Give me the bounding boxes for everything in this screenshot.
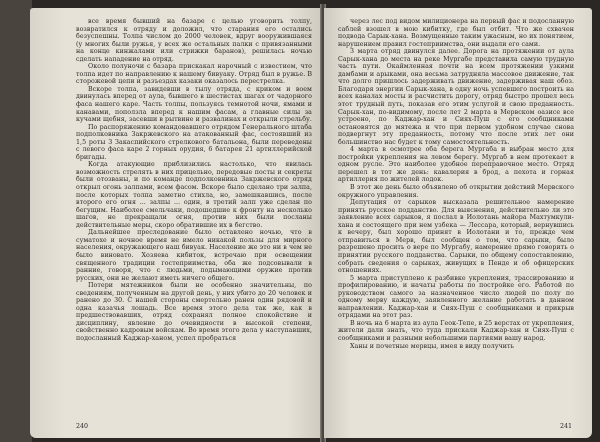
right-paragraph: 3 марта отряд двинулся далее. Дорога на протяжении от аула Сарык-хана до места на реке Мургабе представила самую трудную часть пути. Окаймленная почти на всем протяжении узкими дамбами и арыками, она весьма затрудняла массовое движение, так что долго пришлось задерживать движение, задерживая наш обоз. Благодаря энергии Сарык-хана, в одну ночь успевшего построить на всех каналах мосты и расчистить дорогу, отряд быстро прошел весь этот трудный путь, показав его этим услугой и свою преданность. Сарык-хан, по-видимому, после лет 2 марта в Мервском оазисе все устроено, по Каджар-хан и Сиях-Пуш с его сообщниками остановятся до мятежа и что при первом удобном случае снова подвергнут эту преданность, потому что после этих лет они большинство нас будет к тому самостоятельность. [338, 48, 574, 146]
right-paragraph: через лес под видом милиционера на первый фас и подосланную саблей взошел в мою кибитку, где был отбит. Что же схвачен подвода Сарык-хана. Возмущенные таким ужасным, но их понятием, нарушением правил гостеприимства, они выдали его сами. [338, 18, 574, 48]
page-number-right: 241 [559, 423, 572, 430]
right-paragraph: Депутация от сарыков высказала решительное намерение принять русское подданство. Для выяснения, действительно ли это заявление всех сарыков, я послал в Иолотань майора Махтумкули-хана и состоящего при нем узбека — Лессара, который, вернувшись к вечеру, был хорошо принят в Иолотани и то, прежде чем отправиться в Мерв, был сообщен о том, что сарыки, было разрешено просить о вере по Мургабу, намерение прямо говорить о принятии русского подданства. Сарыки, по общему сопоставлению, собрать сведения о сарыках, живущих в Пенде и об офицерских отношениях. [338, 199, 574, 275]
right-page [324, 8, 592, 438]
left-paragraph: Когда атакующие приблизились настолько, что явилась возможность стрелять в них прицельно, передовые посты и секреты были отозваны, и по команде подполковника Закржевского отряд открыл огонь залпами, всем фасом. Вскоре было сделано три залпа, после которых толпа заметно стихла, но, замешкавшись, после второго его огня ... залпы ... один, в третий залп уже сделан по бегущим. Наиболее смельчаки, подошедшие к фронту на несколько шагов, не прекращали огня, против них были посланы действительные меры, скоро обратившие их в бегство. [76, 161, 312, 229]
page-number-left: 240 [76, 423, 89, 430]
left-paragraph: Около полуночи с базара прискакал нарочный с известием, что толпа идет по направлению к нашему бивуаку. Отряд был в ружье. В сторожевой цепи и разъездах казаки оказалось перестрелка. [76, 63, 312, 86]
right-paragraph: В ночь на 6 марта из аула Геок-Тепе, в 25 верстах от укрепления, жители дали знать, что туда прискали Каджар-хан и Сиях-Пуш с сообщниками и разными небольшими партиями вашу народ. [338, 319, 574, 342]
page-edges [0, 0, 32, 442]
right-paragraph: 4 марта в осмотрее оба берега Мургаба и выбран место для постройки укрепления на левом берегу. Мургаб в нем протекает в одном русле. Это наиболее удобное переправочное место. Отряд перешел в тот же день: кавалерия в брод, а пехота и горная артиллерия по жителей лодок. [338, 146, 574, 184]
left-paragraph: Дальнейшее преследование было оставлено ночью, что в суматохе и ночное время не имело никакой пользы для мирного населения, окружающего наш бивуак. Население же это ни в чем не было виновато. Хозяева кибиток, встречаю при освещении священного традиции гостеприимства, оба же подсовывали в ранние, говоря, что с людьми, подымающими оружие против русских, они не желают иметь ничего общего. [76, 229, 312, 282]
left-page [30, 8, 322, 438]
left-paragraph: Вскоре толпа, завидевши в тылу отряда, с криком и воем двинулась вперед от аула, бывшего в шестистах шагах от чадорного фаса нашего каре. Часть толпы, пользуясь темнотой ночи, ямами и канавами, поползла вперед к нашим фасам, а главные силы за кучами щебня, засевши в рытвине и развалинах и открыли стрельбу. [76, 85, 312, 124]
left-paragraph: Потери мятежников были не особенно значительны, по сведениям, полученным на другой день, у них убито до 20 человек и ранено до 30. С нашей стороны смертельно ранен один рядовой и одна казачья лошадь. Все время этого дела так же, как в предшествовавших, отряд сохранял полное спокойствие и дисциплину, явление до очевидности в высокой степени, свойственно кадровым войскам. Во время этого дела у наступавших, подосланный Каджар-ханом, успел пробраться [76, 282, 312, 342]
right-paragraph: В этот же день было объявлено об открытии действий Мервского окружного управления. [338, 184, 574, 199]
right-paragraph: Ханы и почетные мервцы, имея в виду получить [350, 342, 515, 350]
left-paragraph: По распоряжению командовавшего отрядом Генерального штаба подполковника Закржевского на атакованный фас, состоявший из 1,5 роты 3 Закаспийского стрелкового батальона, были переведены с левого фаса каре 2 горных орудия, 6 батарея 21 артиллерийской бригады. [76, 123, 312, 161]
right-paragraph: 5 марта приступлено к разбивке укрепления, трассированию и профилированию, и начаты работы по постройке его. Работой по руководством самого за назначенное число людей по полу по одному мерву каждую, заявленного желание работать в данном направлении. Каджар-хан и Сиях-Пуш с сообщниками и прикрыв отрядами на этот раз. [338, 274, 574, 320]
left-paragraph: все время бывший на базаре с целью уговорить толпу, возвратился к отряду и доложил, что старания его остались безуспешны. Толпа числом до 2000 человек, вдруг вооружившаяся (у многих были ружья, у всех же остальных палки с привязанными на конце кинжалами или стрижки баранов), решилась ночью сделать нападение на отряд. [76, 18, 312, 63]
